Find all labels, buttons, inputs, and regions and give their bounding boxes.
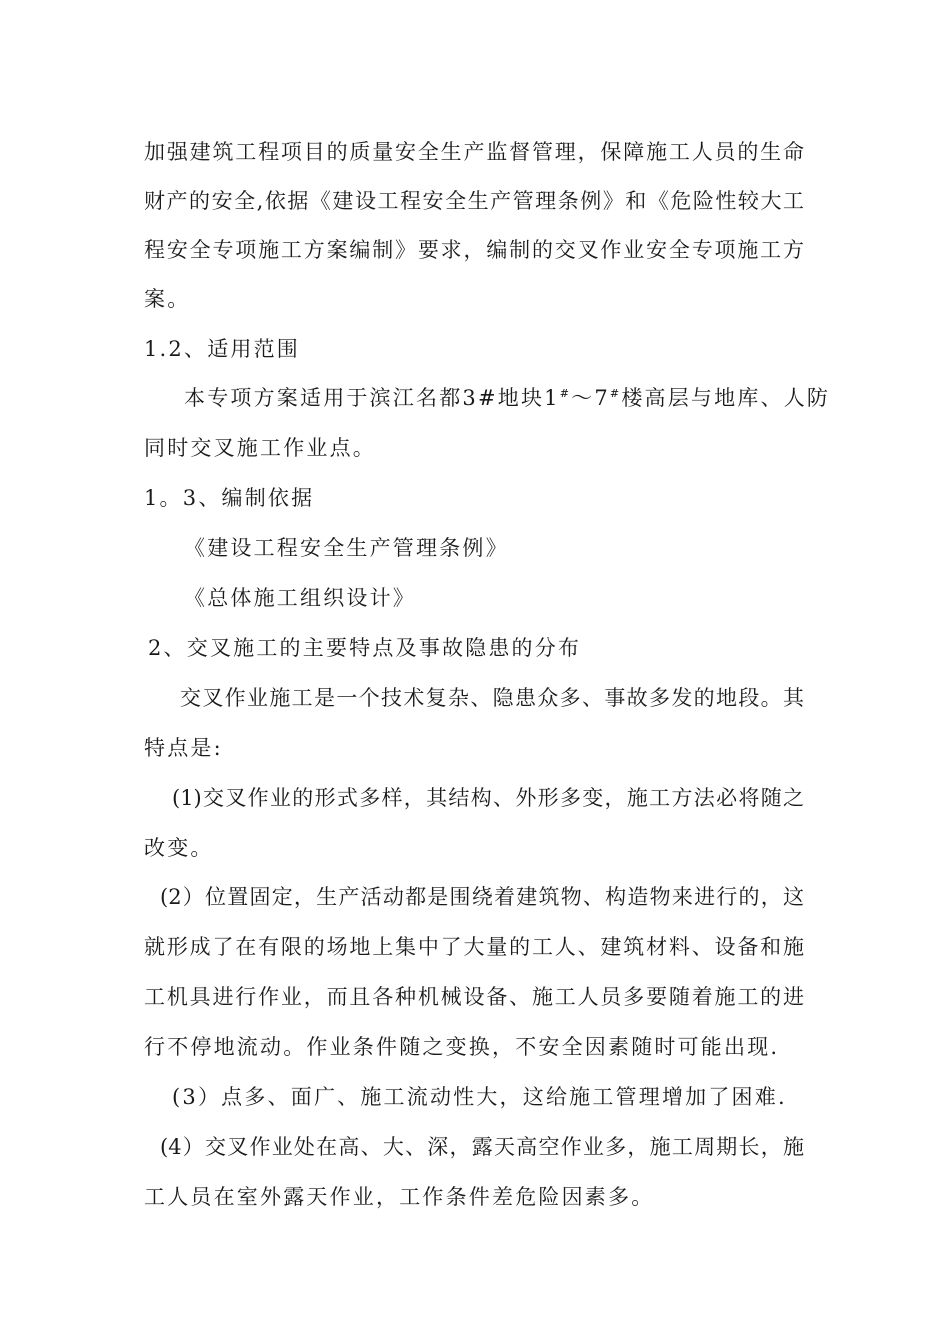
scope-text-after: 楼高层与地库、人防	[621, 386, 831, 410]
item-4-line-1: (4）交叉作业处在高、大、深，露天高空作业多，施工周期长，施	[160, 1135, 804, 1159]
scope-sup-1: #	[559, 387, 572, 400]
paragraph-features-line-2: 特点是:	[144, 736, 223, 760]
item-2-line-2: 就形成了在有限的场地上集中了大量的工人、建筑材料、设备和施	[144, 935, 804, 959]
paragraph-scope-line-1	[184, 384, 830, 412]
paragraph-intro-line-2: 财产的安全,依据《建设工程安全生产管理条例》和《危险性较大工	[144, 189, 804, 213]
item-1-line-1: (1)交叉作业的形式多样，其结构、外形多变，施工方法必将随之	[172, 786, 804, 810]
scope-text-before: 本专项方案适用于滨江名都3#地块1	[184, 386, 560, 410]
item-2-line-1: (2）位置固定，生产活动都是围绕着建筑物、构造物来进行的，这	[160, 885, 804, 909]
item-2-line-3: 工机具进行作业，而且各种机械设备、施工人员多要随着施工的进	[144, 985, 804, 1009]
scope-sup-2: #	[609, 387, 622, 400]
heading-basis: 1。3、编制依据	[144, 486, 315, 510]
paragraph-features-line-1: 交叉作业施工是一个技术复杂、隐患众多、事故多发的地段。其	[180, 686, 804, 710]
reference-design: 《总体施工组织设计》	[184, 586, 416, 610]
paragraph-intro-line-3: 程安全专项施工方案编制》要求，编制的交叉作业安全专项施工方	[144, 238, 804, 262]
paragraph-intro-line-4: 案。	[144, 287, 191, 311]
reference-regulation: 《建设工程安全生产管理条例》	[184, 536, 509, 560]
item-1-line-2: 改变。	[144, 836, 214, 860]
item-4-line-2: 工人员在室外露天作业，工作条件差危险因素多。	[144, 1185, 655, 1209]
heading-features: 2、交叉施工的主要特点及事故隐患的分布	[148, 636, 582, 660]
item-3-line-1: (3）点多、面广、施工流动性大，这给施工管理增加了困难.	[172, 1085, 787, 1109]
item-2-line-4: 行不停地流动。作业条件随之变换，不安全因素随时可能出现.	[144, 1035, 780, 1059]
scope-text-middle: ～7	[571, 386, 610, 410]
heading-scope: 1.2、适用范围	[144, 337, 300, 361]
paragraph-scope-line-2: 同时交叉施工作业点。	[144, 436, 376, 460]
paragraph-intro-line-1: 加强建筑工程项目的质量安全生产监督管理，保障施工人员的生命	[144, 140, 804, 164]
